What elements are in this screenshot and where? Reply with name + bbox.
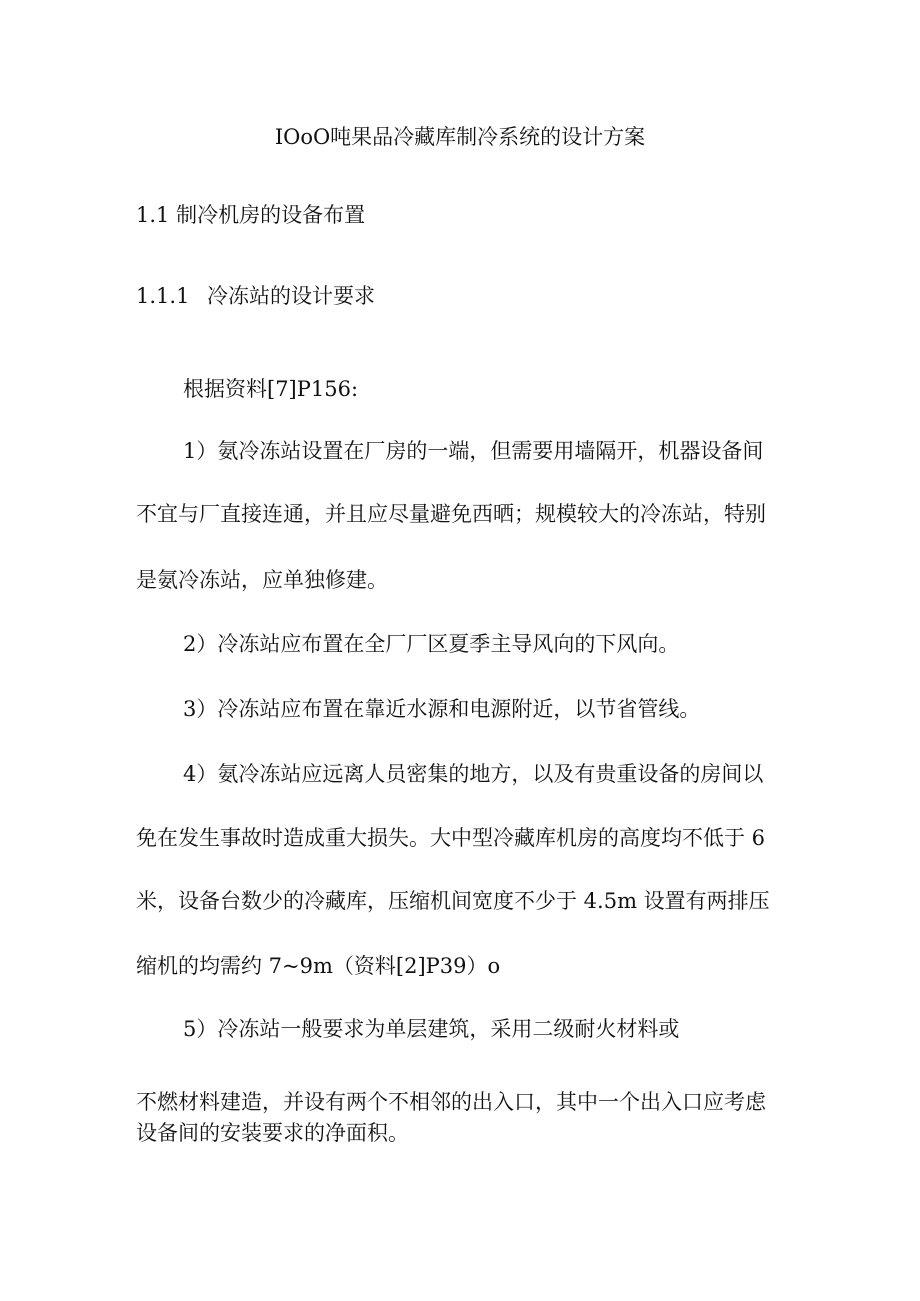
body-line: 1）氨冷冻站设置在厂房的一端，但需要用墙隔开，机器设备间	[183, 439, 764, 463]
body-line: 4）氨冷冻站应远离人员密集的地方，以及有贵重设备的房间以	[183, 762, 764, 786]
body-line: 2）冷冻站应布置在全厂厂区夏季主导风向的下风向。	[183, 632, 680, 656]
subsection-number: 1.1.1	[136, 284, 190, 308]
body-line: 5）冷冻站一般要求为单层建筑，采用二级耐火材料或	[183, 1017, 680, 1041]
body-line: 米，设备台数少的冷藏库，压缩机间宽度不少于 4.5m 设置有两排压	[136, 889, 770, 913]
body-line: 免在发生事故时造成重大损失。大中型冷藏库机房的高度均不低于 6	[136, 826, 766, 850]
body-line: 3）冷冻站应布置在靠近水源和电源附近，以节省管线。	[183, 697, 701, 721]
reference-line: 根据资料[7]P156:	[183, 377, 359, 401]
section-heading: 1.1 制冷机房的设备布置	[136, 203, 366, 227]
body-line: 不燃材料建造，并设有两个不相邻的出入口，其中一个出入口应考虑	[136, 1090, 766, 1114]
subsection-title: 冷冻站的设计要求	[207, 284, 375, 308]
body-line: 缩机的均需约 7~9m（资料[2]P39）o	[136, 954, 501, 978]
document-title: IOoO吨果品冷藏库制冷系统的设计方案	[274, 125, 646, 149]
body-line: 不宜与厂直接连通，并且应尽量避免西晒；规模较大的冷冻站，特别	[136, 502, 766, 526]
body-line: 是氨冷冻站，应单独修建。	[136, 568, 388, 592]
body-line: 设备间的安装要求的净面积。	[136, 1121, 409, 1145]
